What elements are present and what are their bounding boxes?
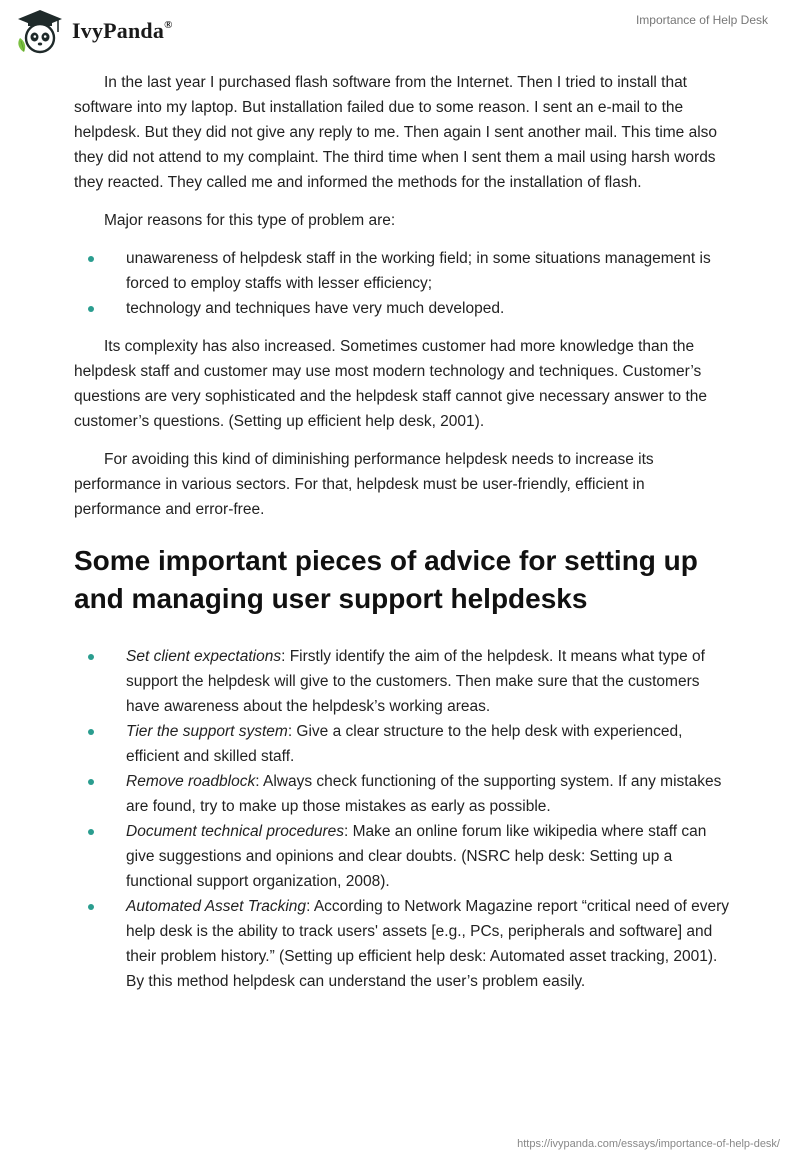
document-title: Importance of Help Desk <box>635 13 768 27</box>
paragraph: Major reasons for this type of problem are: <box>104 212 396 229</box>
panda-graduate-icon <box>14 8 66 54</box>
page-header <box>0 0 800 60</box>
section-heading: Some important pieces of advice for setting up and managing user support helpdesks <box>74 545 698 614</box>
essay-body <box>74 70 730 1007</box>
list-item: Tier the support system: Give a clear structure to the help desk with experienced, efficient and skilled staff. <box>74 719 730 769</box>
paragraph: For avoiding this kind of diminishing performance helpdesk needs to increase its performance in various sectors. For that, helpdesk must be user-friendly, efficient in performance and error-free. <box>74 451 654 518</box>
paragraph: In the last year I purchased flash software from the Internet. Then I tried to install that software into my laptop. But installation failed due to some reason. I sent an e-mail to the helpdesk. But they did not give any reply to me. Then again I sent another mail. This time also they did not attend to my complaint. The third time when I sent them a mail using harsh words they reacted. They called me and informed the methods for the installation of flash. <box>74 74 718 191</box>
brand-name: IvyPanda® <box>72 18 173 43</box>
source-url[interactable]: https://ivypanda.com/essays/importance-of-help-desk/ <box>517 1138 780 1150</box>
list-item: Automated Asset Tracking: According to Network Magazine report “critical need of every help desk is the ability to track users' assets [e.g., PCs, peripherals and software] and their problem history.” (Setting up efficient help desk: Automated asset tracking, 2001). By this method helpdesk can understand the user’s problem easily. <box>74 894 730 994</box>
bullet-icon <box>88 256 94 262</box>
bullet-icon <box>88 779 94 785</box>
bullet-icon <box>88 904 94 910</box>
bullet-icon <box>88 729 94 735</box>
ivypanda-logo[interactable] <box>14 8 173 54</box>
list-item: technology and techniques have very much developed. <box>74 296 730 321</box>
list-item: unawareness of helpdesk staff in the working field; in some situations management is forced to employ staffs with lesser efficiency; <box>74 246 730 296</box>
paragraph: Its complexity has also increased. Sometimes customer had more knowledge than the helpdesk staff and customer may use most modern technology and techniques. Customer’s questions are very sophisticated and the helpdesk staff cannot give necessary answer to the customer’s questions. (Setting up efficient help desk, 2001). <box>74 338 708 430</box>
list-item: Remove roadblock: Always check functioning of the supporting system. If any mistakes are found, try to make up those mistakes as early as possible. <box>74 769 730 819</box>
bullet-icon <box>88 654 94 660</box>
list-item: Document technical procedures: Make an online forum like wikipedia where staff can give suggestions and opinions and clear doubts. (NSRC help desk: Setting up a functional support organization, 2008). <box>74 819 730 894</box>
list-item: Set client expectations: Firstly identify the aim of the helpdesk. It means what type of support the helpdesk will give to the customers. Then make sure that the customers have awareness about the helpdesk’s working areas. <box>74 644 730 719</box>
advice-list <box>74 644 730 994</box>
reasons-list <box>74 246 730 321</box>
bullet-icon <box>88 829 94 835</box>
bullet-icon <box>88 306 94 312</box>
